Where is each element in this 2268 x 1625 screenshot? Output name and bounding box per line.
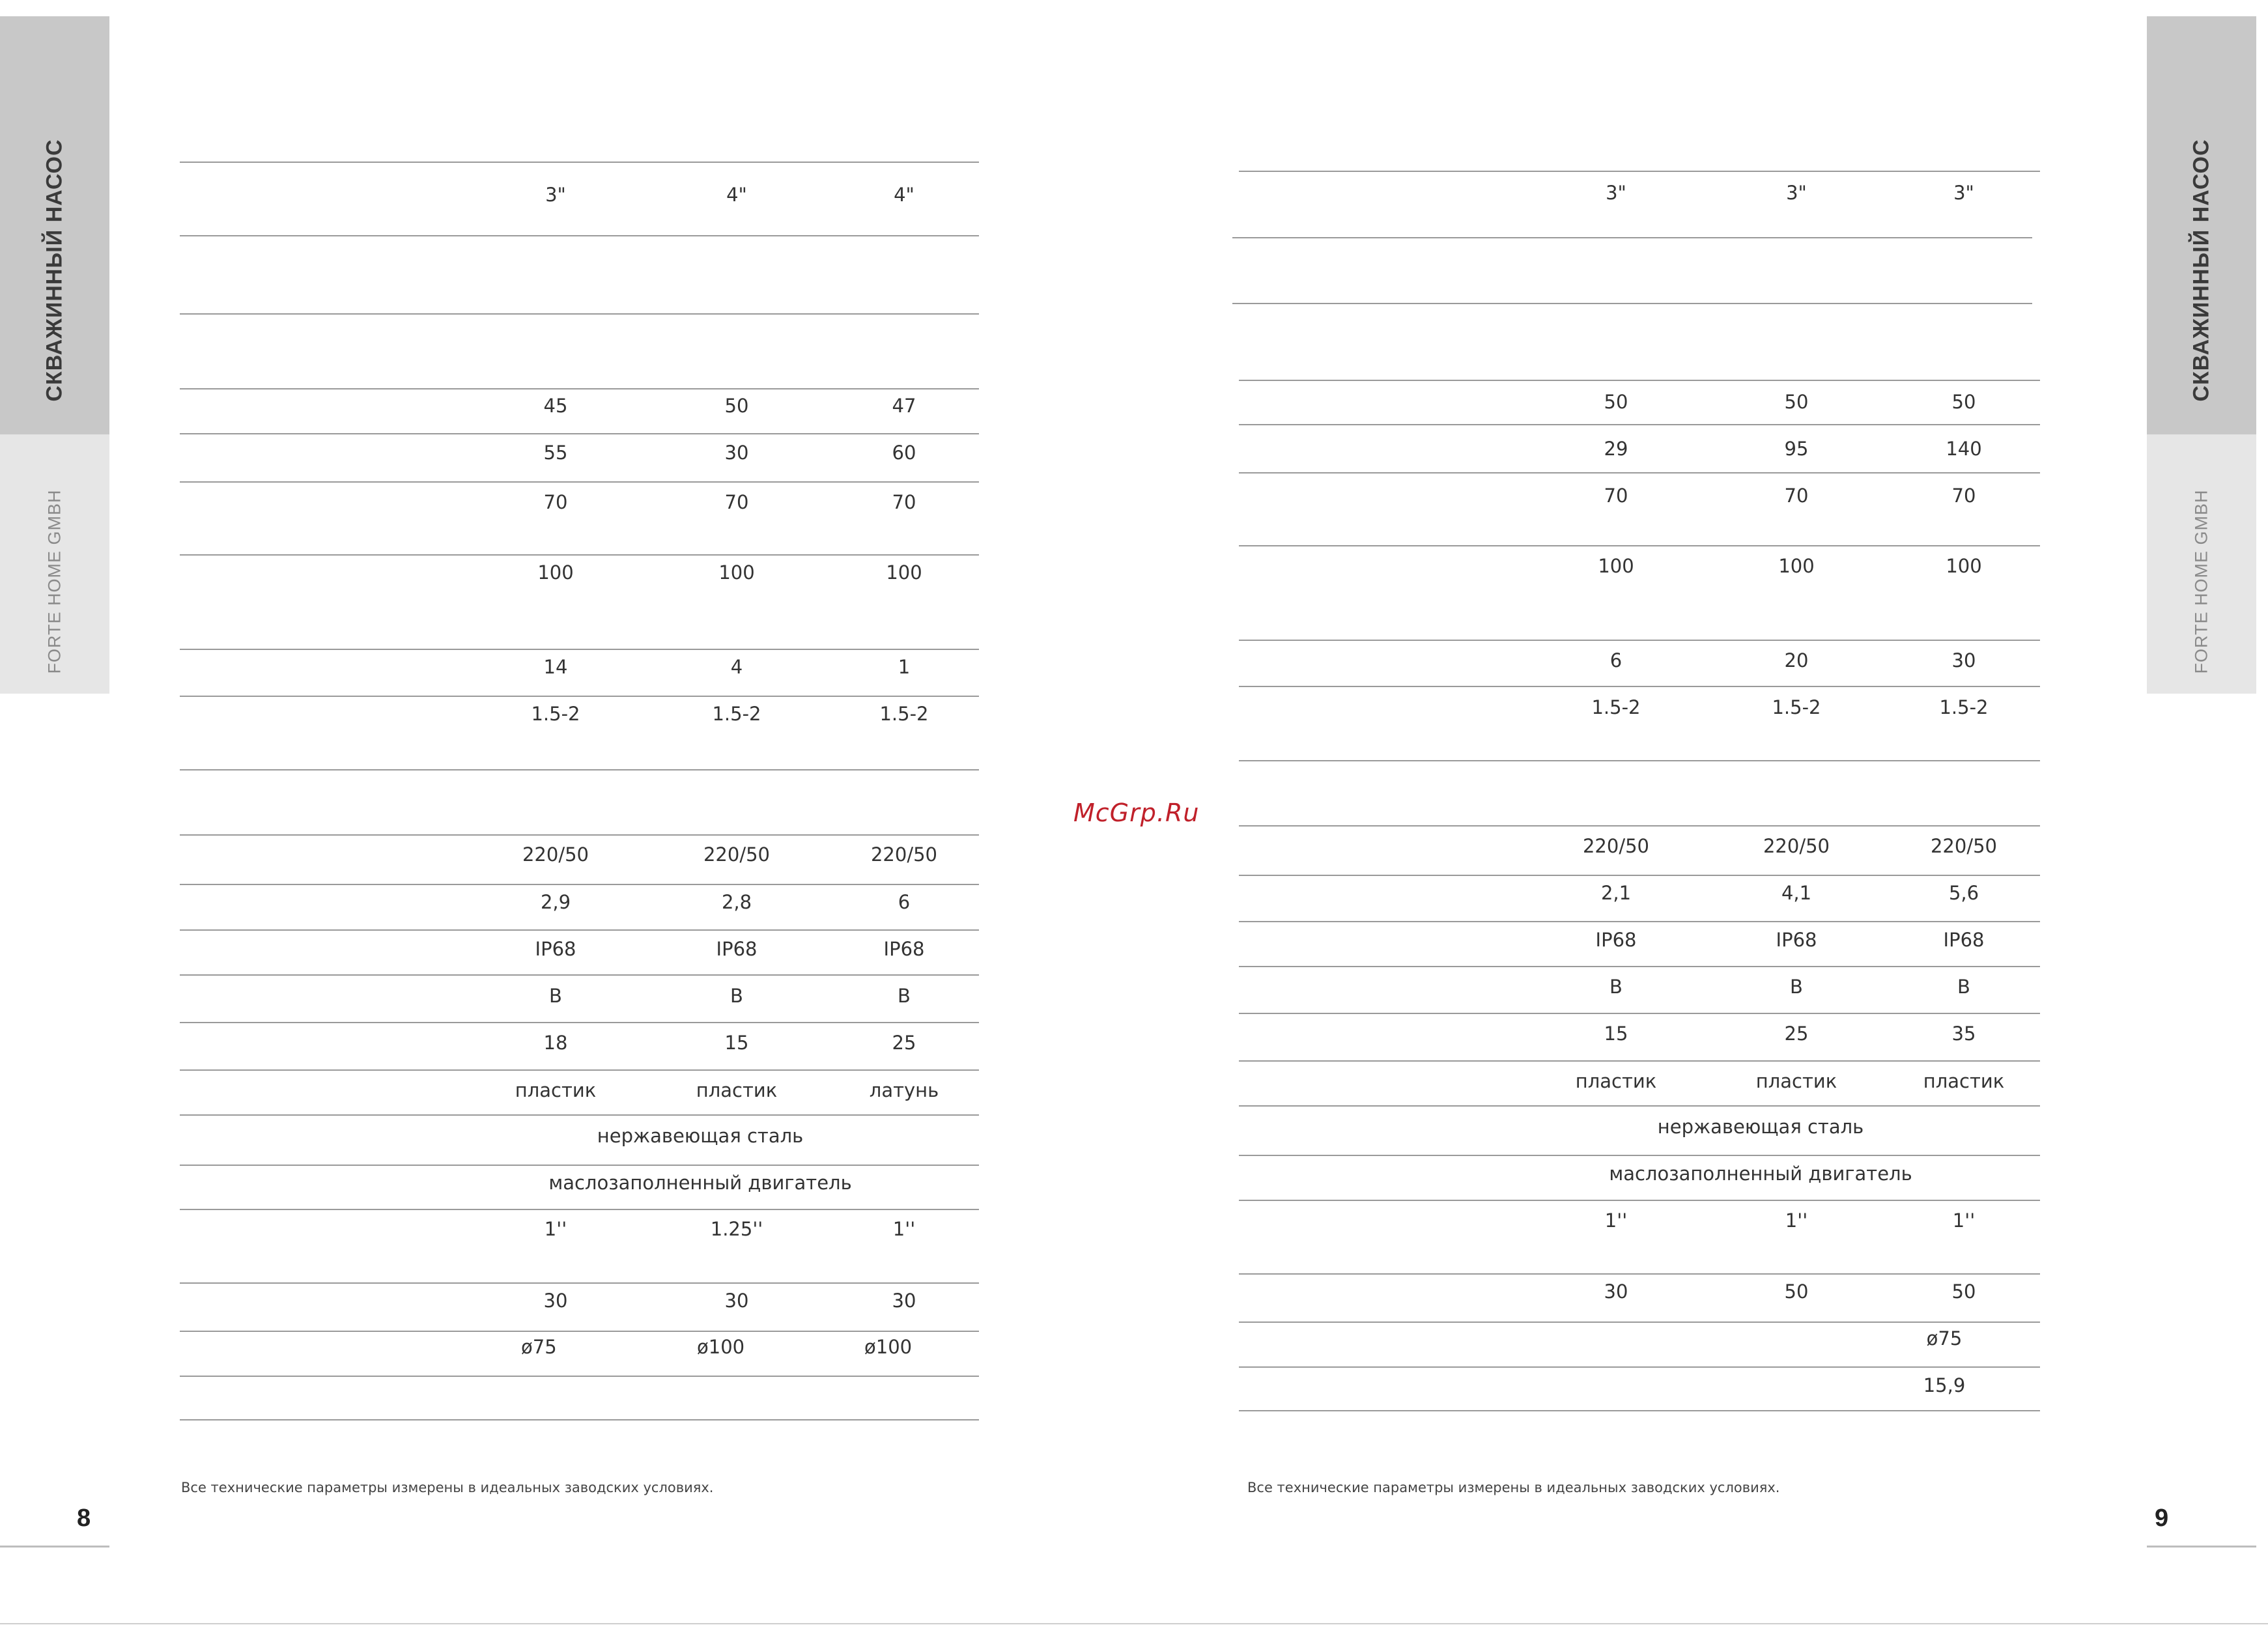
table-cell: 100 [718, 561, 755, 584]
table-cell: 70 [1951, 485, 1976, 507]
table-rule [1239, 424, 2040, 425]
side-tab-title: СКВАЖИННЫЙ НАСОС [42, 139, 67, 402]
table-rule [1239, 760, 2040, 761]
table-rule [1232, 303, 2032, 304]
table-cell: пластик [1923, 1070, 2005, 1092]
table-cell: 5,6 [1948, 882, 1979, 904]
table-cell: 35 [1951, 1023, 1976, 1045]
table-cell: 29 [1604, 438, 1628, 460]
table-cell: IP68 [535, 938, 576, 960]
page-number-left: 8 [77, 1505, 91, 1532]
table-cell: 30 [1951, 649, 1976, 671]
table-rule [1239, 640, 2040, 641]
table-cell: латунь [869, 1079, 939, 1101]
table-single-value: 15,9 [1923, 1374, 1966, 1396]
table-single-value: ø75 [1926, 1327, 1963, 1349]
table-cell: 3" [1953, 182, 1974, 204]
table-cell: 15 [724, 1032, 749, 1054]
table-cell: 50 [1784, 391, 1809, 413]
table-rule [180, 433, 979, 434]
table-rule [180, 649, 979, 650]
table-cell: 140 [1946, 438, 1982, 460]
table-cell: 30 [724, 1290, 749, 1312]
table-cell: 6 [898, 891, 911, 913]
table-rule [180, 1114, 979, 1116]
table-rule [180, 481, 979, 483]
table-cell: 20 [1784, 649, 1809, 671]
table-cell: 1'' [1952, 1209, 1976, 1232]
table-rule [1239, 1155, 2040, 1156]
table-rule [1239, 171, 2040, 172]
table-rule [180, 554, 979, 556]
side-tab-brand: FORTE HOME GMBH [44, 489, 64, 674]
table-rule [1239, 1105, 2040, 1107]
table-cell: 18 [543, 1032, 568, 1054]
table-rule [180, 974, 979, 976]
table-rule [180, 1022, 979, 1023]
table-rule [1239, 966, 2040, 967]
table-cell: 50 [1951, 391, 1976, 413]
table-rule [180, 769, 979, 770]
table-cell: 1 [898, 656, 911, 678]
table-cell: B [1790, 976, 1803, 998]
table-rule [180, 884, 979, 885]
table-span-cell: маслозаполненный двигатель [1609, 1163, 1912, 1185]
table-rule [1239, 825, 2040, 827]
table-rule [1239, 1200, 2040, 1201]
table-cell: 4" [726, 184, 747, 206]
table-cell: IP68 [1776, 929, 1817, 951]
table-cell: 50 [724, 395, 749, 417]
table-rule [180, 1069, 979, 1071]
table-rule [180, 834, 979, 836]
table-cell: 25 [892, 1032, 916, 1054]
table-rule [180, 1165, 979, 1166]
table-cell: пластик [515, 1079, 597, 1101]
table-cell: 3" [545, 184, 566, 206]
table-rule [1239, 1366, 2040, 1368]
table-cell: 70 [892, 491, 916, 513]
table-cell: 100 [1598, 555, 1634, 577]
table-cell: 1.25'' [710, 1218, 763, 1240]
table-rule [180, 1331, 979, 1332]
table-cell: ø75 [521, 1336, 557, 1358]
table-rule [180, 235, 979, 236]
table-cell: 30 [1604, 1280, 1628, 1303]
table-cell: 1.5-2 [1772, 696, 1821, 718]
table-cell: 100 [1778, 555, 1815, 577]
table-cell: B [549, 985, 562, 1007]
page-bottom-border [0, 1623, 2268, 1624]
table-rule [180, 1376, 979, 1377]
table-span-cell: нержавеющая сталь [597, 1125, 804, 1147]
table-rule [1239, 1013, 2040, 1014]
table-rule [1239, 380, 2040, 381]
table-cell: 220/50 [1582, 835, 1650, 857]
table-rule [180, 313, 979, 315]
table-rule [1239, 686, 2040, 687]
table-cell: IP68 [1595, 929, 1637, 951]
table-cell: 220/50 [870, 843, 938, 866]
table-cell: 100 [1946, 555, 1982, 577]
table-rule [1239, 1321, 2040, 1323]
table-rule [180, 1282, 979, 1284]
table-cell: 2,1 [1600, 882, 1632, 904]
table-cell: 4 [730, 656, 743, 678]
table-cell: IP68 [883, 938, 925, 960]
table-cell: пластик [696, 1079, 778, 1101]
table-cell: 95 [1784, 438, 1809, 460]
table-cell: 2,8 [721, 891, 752, 913]
table-cell: 100 [537, 561, 574, 584]
table-rule [1239, 545, 2040, 546]
table-cell: B [898, 985, 911, 1007]
side-tab-brand: FORTE HOME GMBH [2191, 489, 2211, 674]
table-rule [1239, 1060, 2040, 1062]
table-cell: 1'' [544, 1218, 567, 1240]
table-cell: 6 [1609, 649, 1623, 671]
table-cell: 30 [724, 442, 749, 464]
table-cell: 3" [1786, 182, 1807, 204]
table-cell: 50 [1604, 391, 1628, 413]
left-side-tab [0, 16, 109, 694]
table-span-cell: маслозаполненный двигатель [548, 1172, 852, 1194]
table-rule [180, 162, 979, 163]
table-cell: 1'' [892, 1218, 916, 1240]
table-cell: 1.5-2 [531, 703, 580, 725]
page-number-right: 9 [2155, 1505, 2169, 1532]
table-cell: 1'' [1785, 1209, 1808, 1232]
table-cell: 14 [543, 656, 568, 678]
table-cell: 4,1 [1781, 882, 1812, 904]
table-cell: 1.5-2 [712, 703, 761, 725]
table-cell: 4" [894, 184, 914, 206]
table-cell: пластик [1575, 1070, 1657, 1092]
table-cell: ø100 [864, 1336, 913, 1358]
table-cell: 1.5-2 [1939, 696, 1989, 718]
table-rule [1239, 1273, 2040, 1275]
table-rule [1232, 237, 2032, 238]
table-cell: 1'' [1604, 1209, 1628, 1232]
table-cell: 45 [543, 395, 568, 417]
table-cell: 70 [543, 491, 568, 513]
right-side-tab [2147, 16, 2256, 694]
table-cell: 1.5-2 [1591, 696, 1641, 718]
right-footnote: Все технические параметры измерены в идеальных заводских условиях. [1247, 1480, 1780, 1495]
table-rule [1239, 875, 2040, 876]
table-rule [180, 1209, 979, 1210]
table-cell: 60 [892, 442, 916, 464]
table-rule [180, 1419, 979, 1420]
table-cell: 50 [1951, 1280, 1976, 1303]
table-cell: B [1609, 976, 1623, 998]
page-number-underline-left [0, 1546, 109, 1547]
table-cell: 50 [1784, 1280, 1809, 1303]
table-cell: 30 [892, 1290, 916, 1312]
table-rule [180, 388, 979, 389]
table-cell: 70 [724, 491, 749, 513]
table-cell: 47 [892, 395, 916, 417]
table-cell: ø100 [697, 1336, 745, 1358]
table-cell: 55 [543, 442, 568, 464]
table-cell: 100 [886, 561, 922, 584]
table-span-cell: нержавеющая сталь [1657, 1116, 1864, 1138]
table-rule [180, 929, 979, 931]
table-cell: 3" [1606, 182, 1626, 204]
table-cell: 25 [1784, 1023, 1809, 1045]
table-cell: 220/50 [1763, 835, 1830, 857]
table-cell: 70 [1784, 485, 1809, 507]
side-tab-title: СКВАЖИННЫЙ НАСОС [2189, 139, 2214, 402]
table-cell: пластик [1755, 1070, 1837, 1092]
watermark: McGrp.Ru [1073, 798, 1200, 827]
table-cell: B [1957, 976, 1970, 998]
table-rule [1239, 921, 2040, 922]
table-rule [180, 696, 979, 697]
table-cell: 220/50 [1930, 835, 1998, 857]
table-rule [1239, 472, 2040, 473]
table-cell: IP68 [1943, 929, 1985, 951]
table-cell: 220/50 [522, 843, 589, 866]
table-cell: 220/50 [703, 843, 771, 866]
table-cell: 15 [1604, 1023, 1628, 1045]
page-number-underline-right [2147, 1546, 2256, 1547]
table-cell: 2,9 [540, 891, 571, 913]
table-cell: 1.5-2 [879, 703, 929, 725]
table-cell: 70 [1604, 485, 1628, 507]
table-cell: B [730, 985, 743, 1007]
table-cell: 30 [543, 1290, 568, 1312]
table-cell: IP68 [716, 938, 758, 960]
left-footnote: Все технические параметры измерены в идеальных заводских условиях. [181, 1480, 714, 1495]
table-rule [1239, 1410, 2040, 1411]
